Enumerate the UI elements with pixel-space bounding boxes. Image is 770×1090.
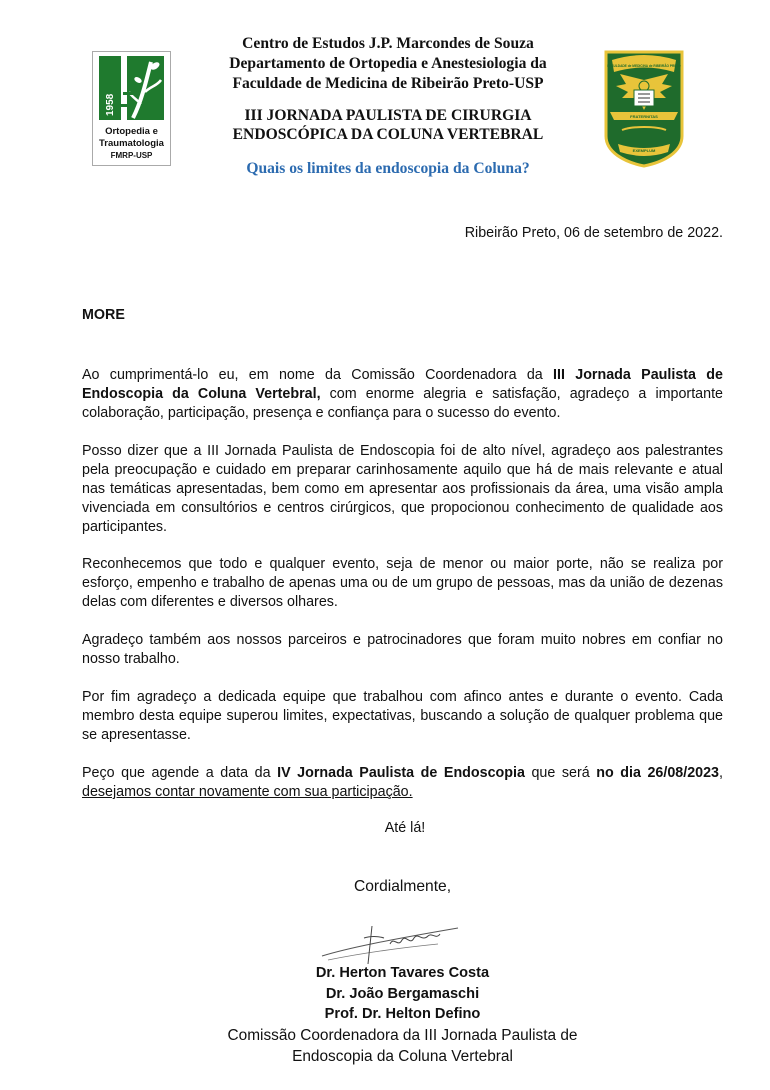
- signatory-1: Dr. Herton Tavares Costa: [315, 965, 490, 981]
- paragraph-3: Reconhecemos que todo e qualquer evento, seja de menor ou maior porte, não se realiza por esforço, empenho e trabalho de apenas uma ou de um grupo de pessoas, mas da união de dezenas delas com diferentes e diversos olhares.: [82, 556, 723, 610]
- p6-invitation: desejamos contar novamente com sua participação.: [82, 784, 413, 800]
- closing-short: Até lá!: [384, 820, 426, 836]
- event-title-line-2: ENDOSCÓPICA DA COLUNA VERTEBRAL: [232, 126, 544, 143]
- logo-text-line1: Ortopedia e: [105, 126, 158, 137]
- crest-ribbon-text: FRATERNITAS: [630, 114, 658, 119]
- letterhead: [200, 34, 576, 178]
- crest-motto-text: EXEMPLUM: [632, 148, 656, 153]
- paragraph-2: Posso dizer que a III Jornada Paulista de Endoscopia foi de alto nível, agradeço aos palestrantes pela preocupação e cuidado em preparar carinhosamente aquilo que há de mais relevante e atual nas temáticas apresentadas, bem como em apresentar aos profissionais da área, uma visão ampla vivenciada em consultórios e centros cirúrgicos, que propocionou conhecimento de qualidade aos participantes.: [82, 443, 723, 535]
- logo-text-line2: Traumatologia: [99, 138, 164, 149]
- crest-banner-text: FACULDADE de MEDICINA de RIBEIRÃO PRETO: [607, 64, 681, 68]
- committee-line-1: Comissão Coordenadora da III Jornada Paulista de: [227, 1026, 578, 1044]
- p6-next-event: IV Jornada Paulista de Endoscopia: [277, 765, 525, 781]
- logo-year: 1958: [105, 93, 116, 116]
- ortopedia-emblem-icon: [93, 52, 170, 124]
- p1-text-a: Ao cumprimentá-lo eu, em nome da Comissão Coordenadora da: [82, 367, 554, 383]
- signatory-3: Prof. Dr. Helton Defino: [324, 1006, 481, 1022]
- ortopedia-logo: [92, 51, 171, 166]
- event-title: [200, 106, 576, 144]
- p6-text-e: ,: [719, 765, 723, 781]
- p6-next-date: no dia 26/08/2023: [596, 765, 719, 781]
- paragraph-6: [82, 764, 723, 802]
- paragraph-1: [82, 366, 723, 423]
- p1-event-name: III Jornada Paulista de Endoscopia da Coluna Vertebral,: [82, 367, 723, 402]
- fmrp-crest: [604, 50, 684, 168]
- institution-line-1: Centro de Estudos J.P. Marcondes de Souza: [242, 35, 534, 52]
- salutation: MORE: [82, 307, 125, 323]
- institution-line-2: Departamento de Ortopedia e Anestesiologia da: [229, 55, 547, 72]
- p6-text-a: Peço que agende a data da: [82, 765, 278, 781]
- letter-date: Ribeirão Preto, 06 de setembro de 2022.: [464, 225, 723, 241]
- p6-text-c: que será: [524, 765, 597, 781]
- logo-text-line3: FMRP-USP: [110, 151, 153, 160]
- closing: Cordialmente,: [353, 878, 452, 895]
- paragraph-4: Agradeço também aos nossos parceiros e patrocinadores que foram muito nobres em confiar no nosso trabalho.: [82, 632, 723, 667]
- p1-text-c: com enorme alegria e satisfação, agradeço a importante colaboração, participação, presença e confiança para o sucesso do evento.: [82, 386, 723, 421]
- handwritten-signature: [318, 918, 468, 966]
- signatory-2: Dr. João Bergamaschi: [325, 985, 480, 1002]
- fmrp-crest-icon: [604, 50, 684, 168]
- signature-block: [0, 963, 770, 1067]
- institution-line-3: Faculdade de Medicina de Ribeirão Preto-USP: [232, 75, 544, 92]
- event-subtitle: Quais os limites da endoscopia da Coluna?: [246, 160, 530, 177]
- paragraph-5: Por fim agradeço a dedicada equipe que trabalhou com afinco antes e durante o evento. Cada membro desta equipe superou limites, expectativas, buscando a solução de qualquer problema que se apresentasse.: [82, 689, 723, 743]
- event-title-line-1: III JORNADA PAULISTA DE CIRURGIA: [244, 107, 532, 124]
- committee-line-2: Endoscopia da Coluna Vertebral: [292, 1047, 513, 1065]
